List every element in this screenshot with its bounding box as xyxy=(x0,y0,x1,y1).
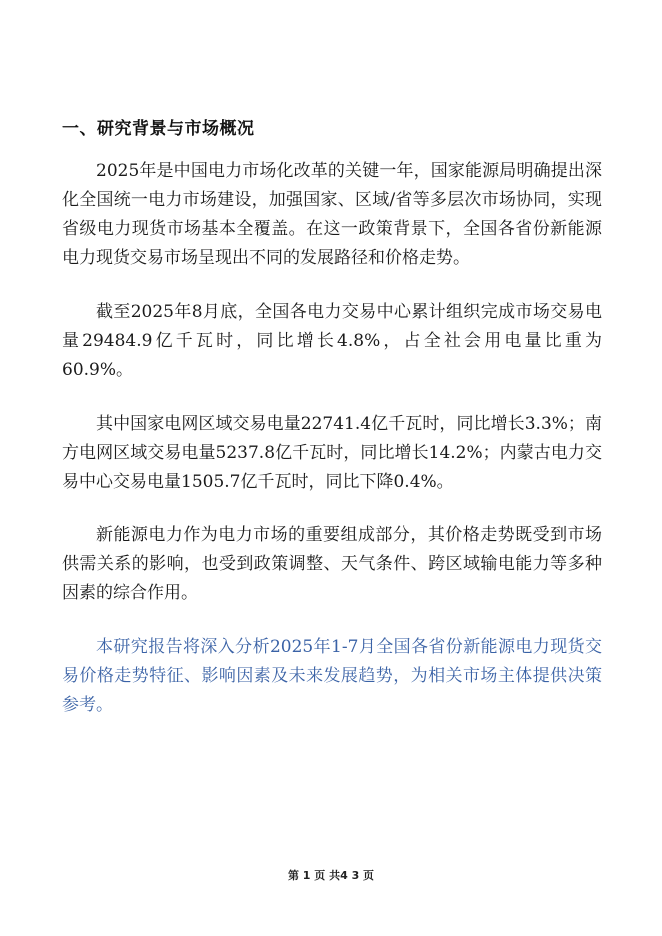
section-heading: 一、研究背景与市场概况 xyxy=(62,119,255,139)
paragraph-new-energy-factors: 新能源电力作为电力市场的重要组成部分，其价格走势既受到市场供需关系的影响，也受到政策调整、天气条件、跨区域输电能力等多种因素的综合作用。 xyxy=(62,525,602,603)
paragraph-trade-volume: 截至2025年8月底，全国各电力交易中心累计组织完成市场交易电量29484.9亿千瓦时，同比增长4.8%，占全社会用电量比重为60.9%。 xyxy=(62,302,602,380)
paragraph-policy-background: 2025年是中国电力市场化改革的关键一年，国家能源局明确提出深化全国统一电力市场建设，加强国家、区域/省等多层次市场协同，实现省级电力现货市场基本全覆盖。在这一政策背景下，全国各省份新能源电力现货交易市场呈现出不同的发展路径和价格走势。 xyxy=(62,161,602,268)
paragraph-regional-volume: 其中国家电网区域交易电量22741.4亿千瓦时，同比增长3.3%；南方电网区域交易电量5237.8亿千瓦时，同比增长14.2%；内蒙古电力交易中心交易电量1505.7亿千瓦时，同比下降0.4%。 xyxy=(62,414,602,492)
paragraph-report-purpose: 本研究报告将深入分析2025年1-7月全国各省份新能源电力现货交易价格走势特征、影响因素及未来发展趋势，为相关市场主体提供决策参考。 xyxy=(62,637,602,715)
page-number-footer: 第 1 页 共4 3 页 xyxy=(287,869,375,882)
